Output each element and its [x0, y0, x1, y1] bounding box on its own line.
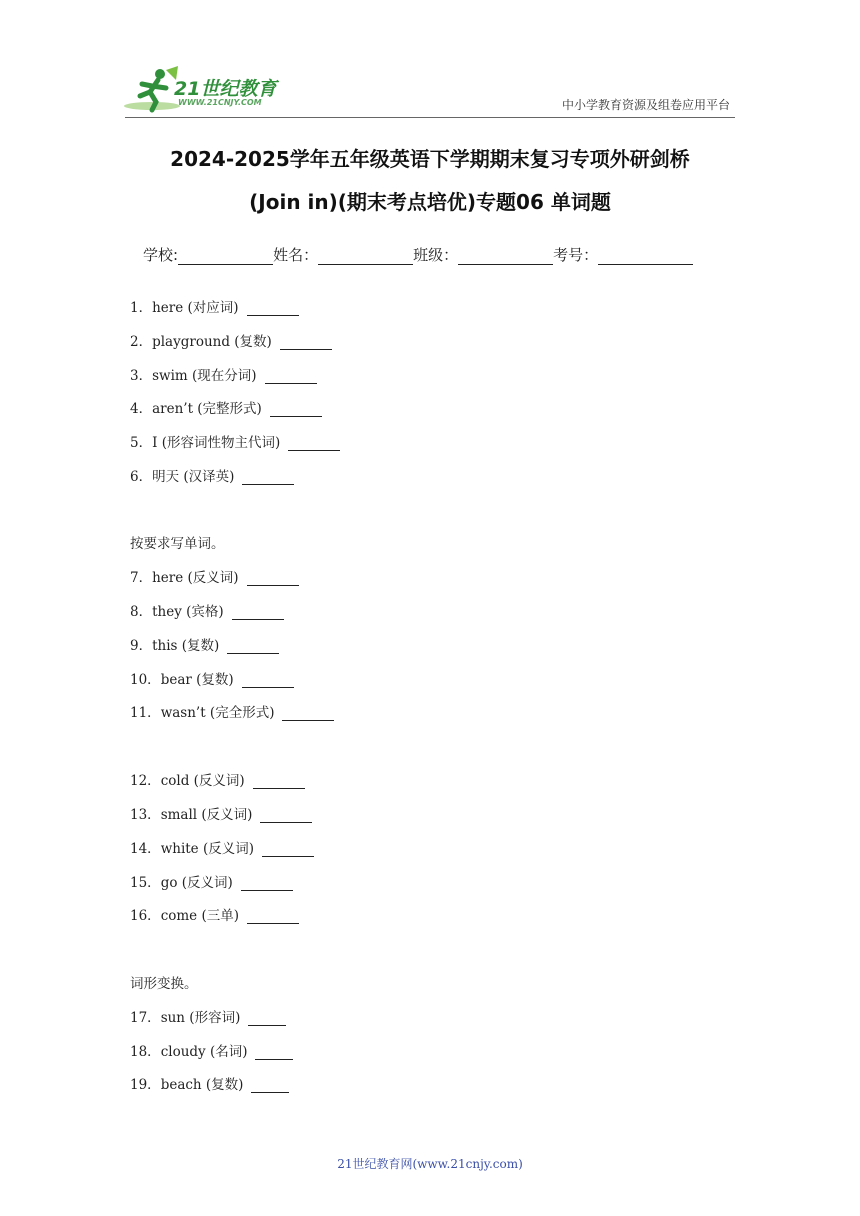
question-item — [130, 701, 334, 721]
question-text: I (形容词性物主代词) — [152, 435, 281, 451]
number-blank[interactable] — [598, 248, 693, 265]
name-field[interactable] — [273, 244, 413, 265]
question-text: aren’t (完整形式) — [152, 401, 262, 417]
number-field[interactable] — [553, 244, 693, 265]
question-item — [130, 803, 312, 823]
question-text: small (反义词) — [160, 807, 253, 823]
question-text: here (反义词) — [152, 570, 239, 586]
answer-blank[interactable] — [251, 1078, 289, 1093]
question-number: 1． — [130, 300, 153, 316]
question-number: 9． — [130, 638, 153, 654]
runner-logo-icon — [122, 66, 182, 116]
question-item — [130, 1040, 293, 1060]
page-footer: 21世纪教育网(www.21cnjy.com) — [337, 1157, 523, 1171]
answer-blank[interactable] — [241, 876, 293, 891]
question-item — [130, 465, 294, 485]
question-number: 10． — [130, 672, 161, 688]
question-item — [130, 904, 299, 924]
section-heading: 按要求写单词。 — [130, 536, 225, 552]
question-item — [130, 871, 293, 891]
section-heading: 词形变换。 — [130, 976, 198, 992]
answer-blank[interactable] — [262, 842, 314, 857]
question-number: 11． — [130, 705, 161, 721]
answer-blank[interactable] — [280, 335, 332, 350]
question-number: 8． — [130, 604, 153, 620]
page-header — [0, 0, 860, 125]
question-number: 18． — [130, 1044, 161, 1060]
question-number: 7． — [130, 570, 153, 586]
logo-text: 21世纪教育 — [174, 78, 277, 100]
answer-blank[interactable] — [242, 673, 294, 688]
question-text: go (反义词) — [160, 875, 233, 891]
page-title-line2: (Join in)(期末考点培优)专题06 单词题 — [249, 190, 611, 214]
question-item — [130, 600, 284, 620]
question-number: 5． — [130, 435, 153, 451]
question-text: they (宾格) — [152, 604, 224, 620]
question-text: bear (复数) — [160, 672, 234, 688]
question-text: sun (形容词) — [160, 1010, 241, 1026]
answer-blank[interactable] — [247, 909, 299, 924]
question-text: white (反义词) — [160, 841, 254, 857]
question-number: 14． — [130, 841, 161, 857]
class-field[interactable] — [413, 244, 553, 265]
name-blank[interactable] — [318, 248, 413, 265]
question-number: 13． — [130, 807, 161, 823]
answer-blank[interactable] — [232, 605, 284, 620]
name-label: 姓名： — [273, 246, 319, 264]
question-text: this (复数) — [152, 638, 220, 654]
question-number: 16． — [130, 908, 161, 924]
question-item — [130, 431, 340, 451]
answer-blank[interactable] — [288, 436, 340, 451]
answer-blank[interactable] — [247, 301, 299, 316]
class-blank[interactable] — [458, 248, 553, 265]
question-item — [130, 634, 279, 654]
question-number: 3． — [130, 368, 153, 384]
school-field[interactable] — [143, 244, 273, 265]
answer-blank[interactable] — [247, 571, 299, 586]
answer-blank[interactable] — [242, 470, 294, 485]
student-info-row — [143, 244, 693, 265]
question-item — [130, 769, 305, 789]
question-item — [130, 330, 332, 350]
platform-label: 中小学教育资源及组卷应用平台 — [561, 98, 730, 112]
school-blank[interactable] — [178, 248, 273, 265]
site-logo — [122, 66, 292, 116]
question-number: 12． — [130, 773, 161, 789]
question-item — [130, 1073, 289, 1093]
question-item — [130, 837, 314, 857]
question-item — [130, 1006, 286, 1026]
question-item — [130, 566, 299, 586]
question-text: here (对应词) — [152, 300, 239, 316]
answer-blank[interactable] — [282, 706, 334, 721]
question-text: cloudy (名词) — [160, 1044, 248, 1060]
header-divider — [125, 117, 735, 118]
question-text: come (三单) — [160, 908, 239, 924]
class-label: 班级： — [413, 246, 459, 264]
answer-blank[interactable] — [227, 639, 279, 654]
question-text: 明天 (汉译英) — [152, 469, 235, 485]
page-title-line1: 2024-2025学年五年级英语下学期期末复习专项外研剑桥 — [170, 147, 690, 171]
question-number: 6． — [130, 469, 153, 485]
answer-blank[interactable] — [255, 1045, 293, 1060]
answer-blank[interactable] — [248, 1011, 286, 1026]
answer-blank[interactable] — [260, 808, 312, 823]
question-number: 19． — [130, 1077, 161, 1093]
question-text: beach (复数) — [160, 1077, 244, 1093]
school-label: 学校: — [143, 246, 179, 264]
question-item — [130, 364, 317, 384]
question-number: 4． — [130, 401, 153, 417]
answer-blank[interactable] — [265, 369, 317, 384]
question-number: 15． — [130, 875, 161, 891]
question-text: swim (现在分词) — [152, 368, 257, 384]
question-item — [130, 296, 299, 316]
number-label: 考号： — [553, 246, 599, 264]
question-text: cold (反义词) — [160, 773, 245, 789]
question-number: 2． — [130, 334, 153, 350]
question-number: 17． — [130, 1010, 161, 1026]
question-text: wasn’t (完全形式) — [160, 705, 275, 721]
answer-blank[interactable] — [270, 402, 322, 417]
answer-blank[interactable] — [253, 774, 305, 789]
question-item — [130, 397, 322, 417]
logo-subtext: WWW.21CNJY.COM — [178, 98, 262, 107]
question-text: playground (复数) — [152, 334, 272, 350]
question-item — [130, 668, 294, 688]
